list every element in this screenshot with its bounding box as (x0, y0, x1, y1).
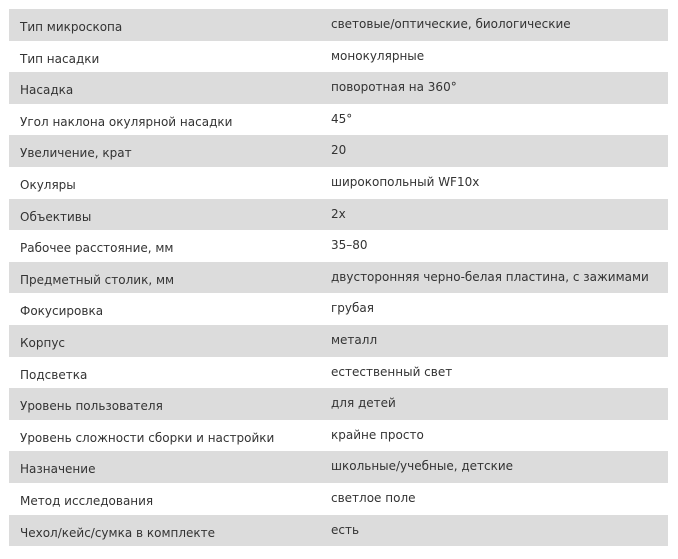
spec-value: широкопольный WF10x (331, 174, 480, 189)
spec-row (9, 72, 668, 104)
spec-label: Уровень сложности сборки и настройки (20, 430, 275, 445)
spec-label: Тип микроскопа (20, 20, 123, 34)
spec-row (9, 388, 668, 420)
spec-row (9, 357, 668, 389)
spec-row (9, 41, 668, 73)
spec-row (9, 451, 668, 483)
spec-value: 45° (331, 111, 353, 126)
spec-row (9, 483, 668, 515)
spec-row (9, 135, 668, 167)
spec-label: Насадка (20, 83, 74, 98)
spec-value: монокулярные (331, 48, 425, 63)
spec-row (9, 199, 668, 231)
spec-label: Уровень пользователя (20, 399, 163, 414)
spec-row (9, 9, 668, 41)
spec-value: крайне просто (331, 427, 424, 442)
spec-row (9, 230, 668, 262)
spec-value: поворотная на 360° (331, 80, 457, 95)
spec-value: металл (331, 332, 378, 347)
spec-value: 2x (331, 206, 346, 221)
spec-label: Назначение (20, 462, 96, 477)
spec-label: Предметный столик, мм (20, 272, 175, 287)
spec-label: Подсветка (20, 367, 88, 382)
spec-label: Окуляры (20, 177, 76, 192)
spec-row (9, 420, 668, 452)
spec-row (9, 293, 668, 325)
spec-label: Объективы (20, 209, 92, 224)
spec-value: грубая (331, 301, 374, 316)
spec-label: Тип насадки (20, 51, 100, 66)
spec-value: 35–80 (331, 238, 368, 253)
spec-row (9, 262, 668, 294)
spec-value: световые/оптические, биологические (331, 17, 571, 31)
spec-table (9, 9, 668, 546)
spec-row (9, 104, 668, 136)
spec-value: школьные/учебные, детские (331, 459, 514, 474)
spec-row (9, 167, 668, 199)
spec-value: естественный свет (331, 364, 453, 379)
spec-label: Корпус (20, 335, 66, 350)
spec-value: двусторонняя черно-белая пластина, с зажимами (331, 269, 649, 284)
spec-row (9, 325, 668, 357)
spec-value: есть (331, 522, 360, 537)
spec-label: Чехол/кейс/сумка в комплекте (20, 525, 216, 540)
spec-label: Угол наклона окулярной насадки (20, 114, 233, 129)
spec-label: Фокусировка (20, 304, 104, 319)
spec-table-body (9, 9, 668, 546)
spec-label: Метод исследования (20, 493, 154, 508)
spec-row (9, 515, 668, 547)
spec-value: 20 (331, 143, 347, 158)
spec-value: для детей (331, 396, 396, 411)
spec-label: Рабочее расстояние, мм (20, 241, 174, 256)
spec-value: светлое поле (331, 490, 416, 505)
spec-label: Увеличение, крат (20, 146, 132, 161)
